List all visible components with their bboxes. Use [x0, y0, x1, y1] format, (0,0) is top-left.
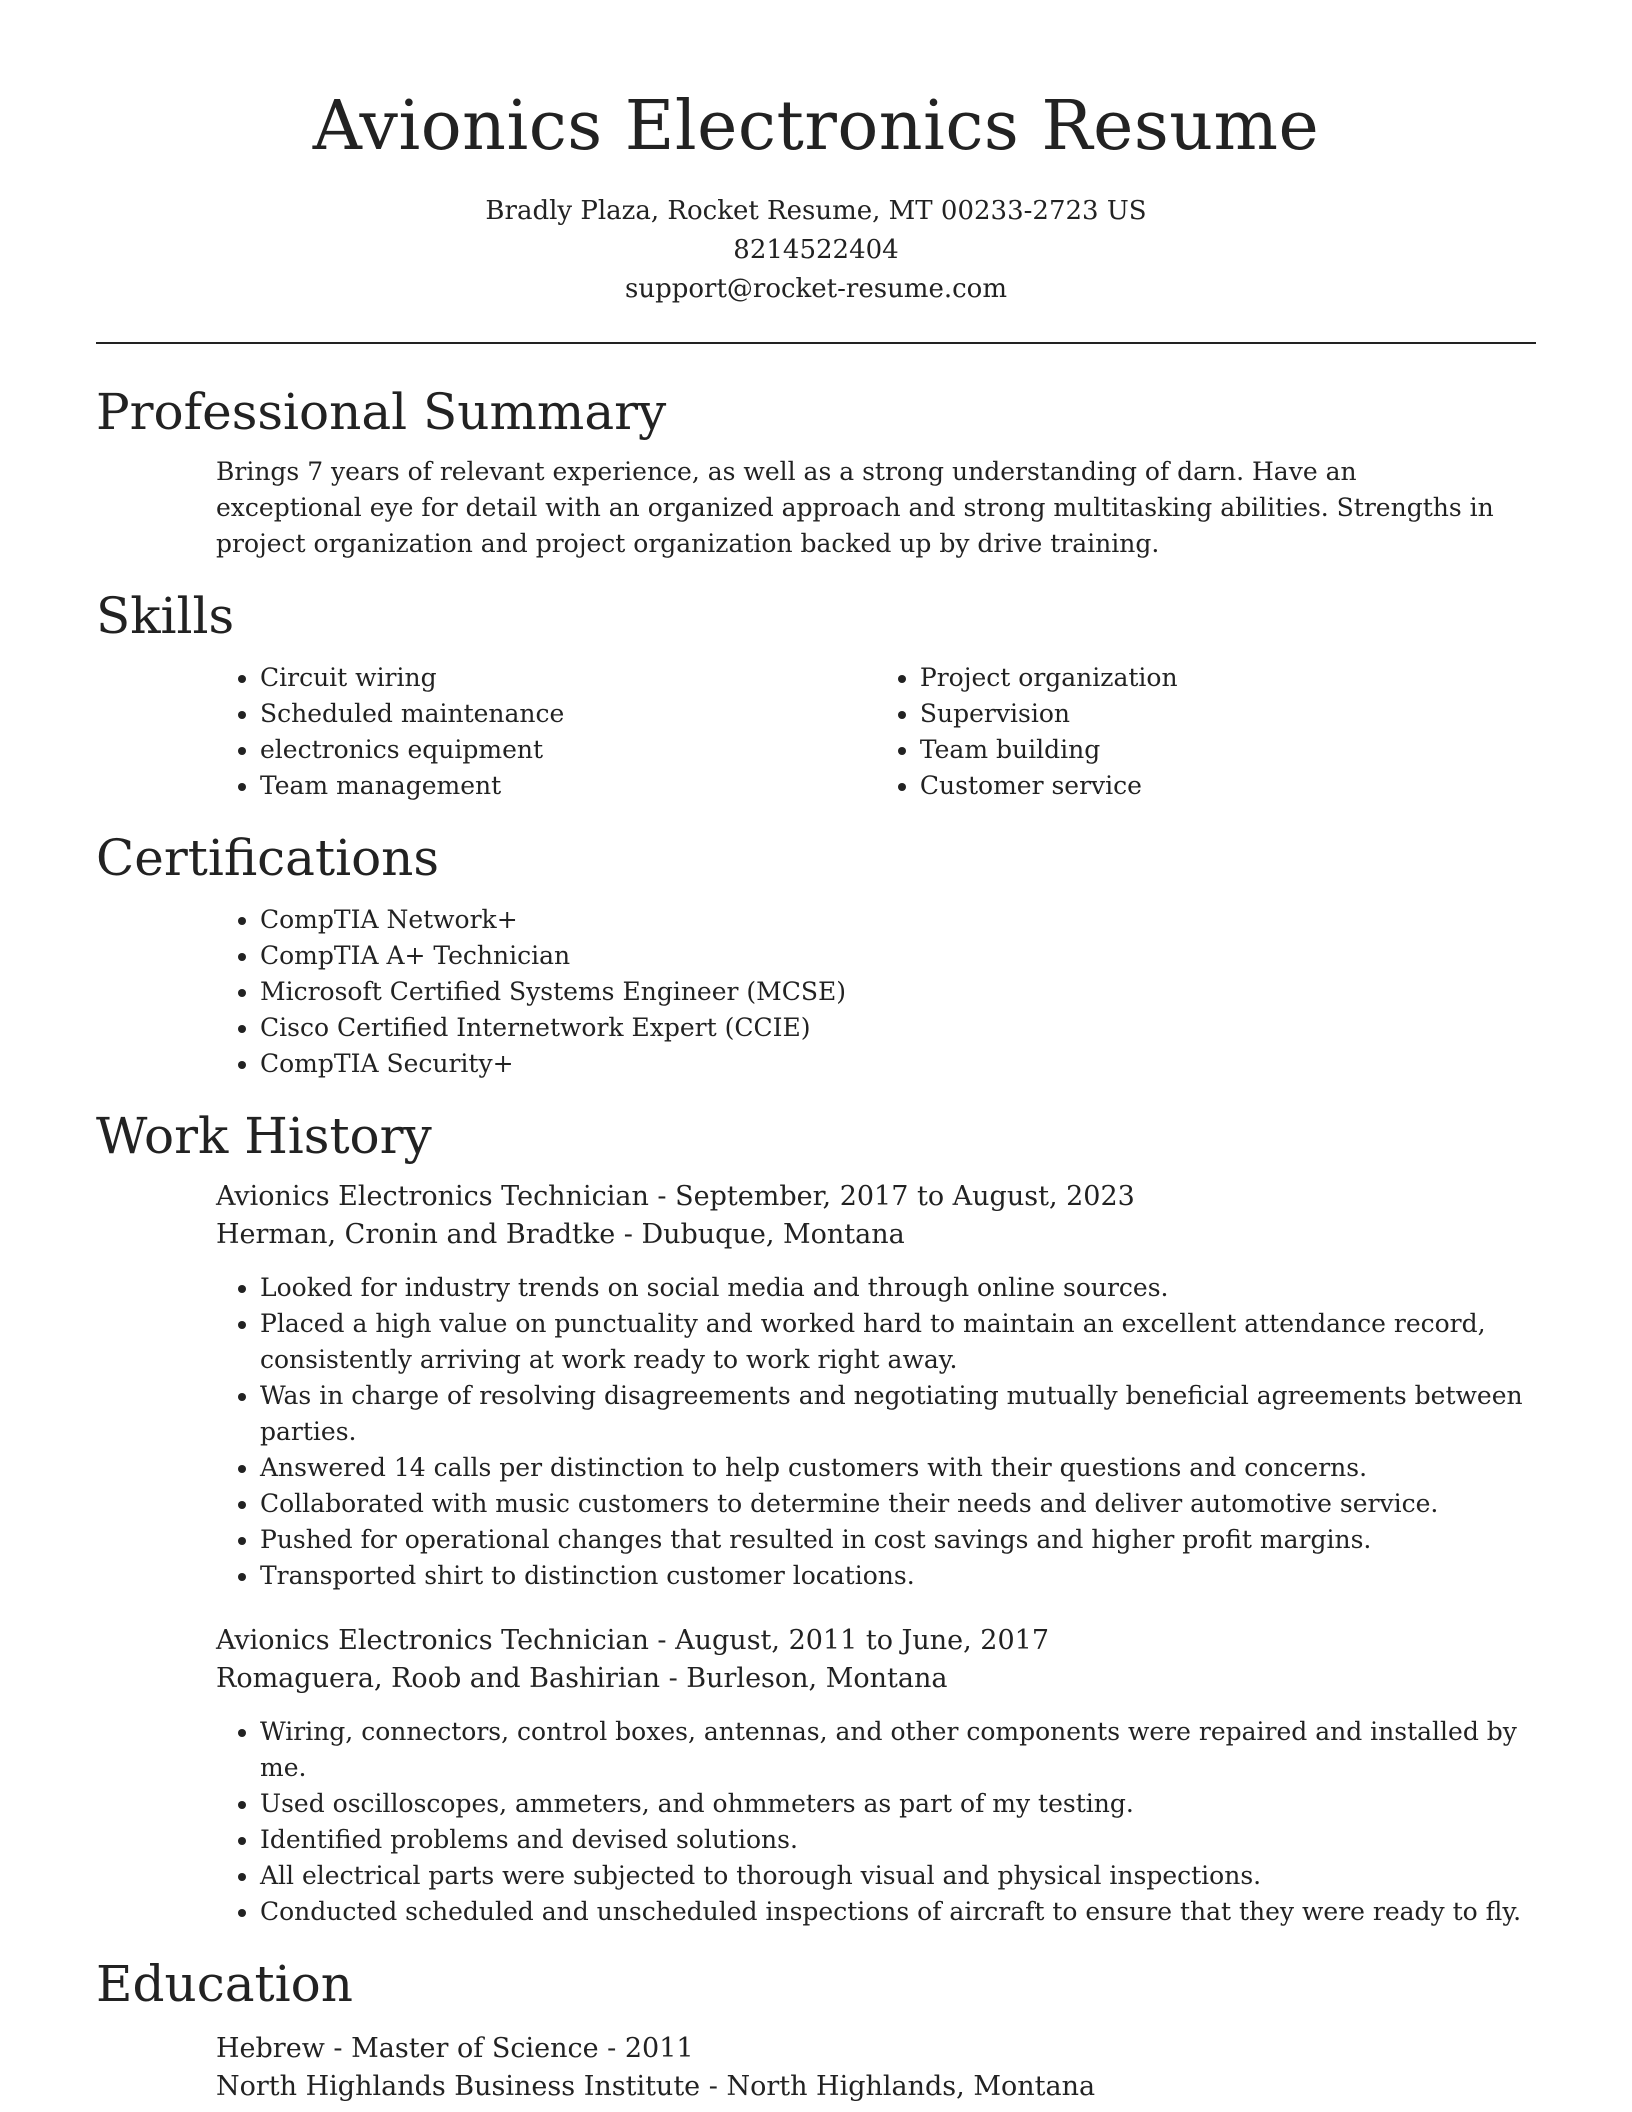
job-bullet: • All electrical parts were subjected to thorough visual and physical inspections.: [260, 1858, 1536, 1894]
certification-item: • CompTIA Security+: [260, 1046, 1536, 1082]
skill-item: • Team management: [260, 768, 906, 804]
skill-item: • Scheduled maintenance: [260, 696, 906, 732]
skill-item: • Project organization: [920, 660, 1536, 696]
contact-phone: 8214522404: [733, 235, 899, 265]
certification-item: • Microsoft Certified Systems Engineer (MCSE): [260, 974, 1536, 1010]
job-bullet: • Collaborated with music customers to determine their needs and deliver automotive service.: [260, 1486, 1536, 1522]
job-bullet: • Used oscilloscopes, ammeters, and ohmmeters as part of my testing.: [260, 1786, 1536, 1822]
job-header: [96, 1178, 1536, 1254]
skill-item: • electronics equipment: [260, 732, 906, 768]
job-entry: [96, 1178, 1536, 1594]
summary-section: [96, 380, 1536, 562]
resume-body: [96, 380, 1536, 2112]
resume-name: Avionics Electronics Resume: [312, 87, 1320, 166]
resume-header: [0, 0, 1632, 309]
job-bullet: • Conducted scheduled and unscheduled inspections of aircraft to ensure that they were ready to fly.: [260, 1894, 1536, 1930]
contact-address: Bradly Plaza, Rocket Resume, MT 00233-2723 US: [485, 196, 1147, 226]
summary-heading: Professional Summary: [96, 383, 667, 441]
job-bullet: • Pushed for operational changes that resulted in cost savings and higher profit margins.: [260, 1522, 1536, 1558]
job-bullet: • Looked for industry trends on social media and through online sources.: [260, 1270, 1536, 1306]
job-bullets: [96, 1270, 1536, 1594]
certifications-section: [96, 826, 1536, 1082]
certifications-heading: Certifications: [96, 829, 440, 887]
education-school-line: North Highlands Business Institute - North Highlands, Montana: [216, 2071, 1096, 2102]
education-degree-line: Hebrew - Master of Science - 2011: [216, 2033, 694, 2064]
job-company-line: Herman, Cronin and Bradtke - Dubuque, Montana: [216, 1219, 905, 1250]
job-title-line: Avionics Electronics Technician - August, 2011 to June, 2017: [216, 1625, 1050, 1656]
job-entry: [96, 1622, 1536, 1930]
skills-column-1: [96, 660, 906, 804]
education-section: [96, 1952, 1536, 2106]
job-header: [96, 1622, 1536, 1698]
job-bullet: • Answered 14 calls per distinction to help customers with their questions and concerns.: [260, 1450, 1536, 1486]
skill-item: • Customer service: [920, 768, 1536, 804]
header-divider: [96, 342, 1536, 344]
job-bullet: • Transported shirt to distinction customer locations.: [260, 1558, 1536, 1594]
job-company-line: Romaguera, Roob and Bashirian - Burleson, Montana: [216, 1663, 948, 1694]
work-history-section: [96, 1104, 1536, 1930]
job-title-line: Avionics Electronics Technician - September, 2017 to August, 2023: [216, 1181, 1135, 1212]
education-heading: Education: [96, 1955, 353, 2013]
summary-text: Brings 7 years of relevant experience, as well as a strong understanding of darn. Have an exceptional eye for detail with an organized approach and strong multitasking abilities. Strengths in project organization and project organization backed up by drive training.: [216, 457, 1494, 558]
contact-email: support@rocket-resume.com: [624, 274, 1007, 304]
job-bullet: • Wiring, connectors, control boxes, antennas, and other components were repaired and installed by me.: [260, 1714, 1536, 1786]
certification-item: • CompTIA Network+: [260, 902, 1536, 938]
job-bullet: • Identified problems and devised solutions.: [260, 1822, 1536, 1858]
contact-block: [0, 192, 1632, 309]
work-history-heading: Work History: [96, 1107, 432, 1165]
certifications-list: [96, 902, 1536, 1082]
education-entry: [96, 2030, 1536, 2106]
skills-columns: [96, 660, 1536, 804]
skills-heading: Skills: [96, 587, 235, 645]
certification-item: • CompTIA A+ Technician: [260, 938, 1536, 974]
job-bullet: • Was in charge of resolving disagreements and negotiating mutually beneficial agreements between parties.: [260, 1378, 1536, 1450]
job-bullets: [96, 1714, 1536, 1930]
skill-item: • Circuit wiring: [260, 660, 906, 696]
skills-section: [96, 584, 1536, 804]
certification-item: • Cisco Certified Internetwork Expert (CCIE): [260, 1010, 1536, 1046]
skill-item: • Supervision: [920, 696, 1536, 732]
skill-item: • Team building: [920, 732, 1536, 768]
skills-column-2: [906, 660, 1536, 804]
job-bullet: • Placed a high value on punctuality and worked hard to maintain an excellent attendance record, consistently arriving at work ready to work right away.: [260, 1306, 1536, 1378]
